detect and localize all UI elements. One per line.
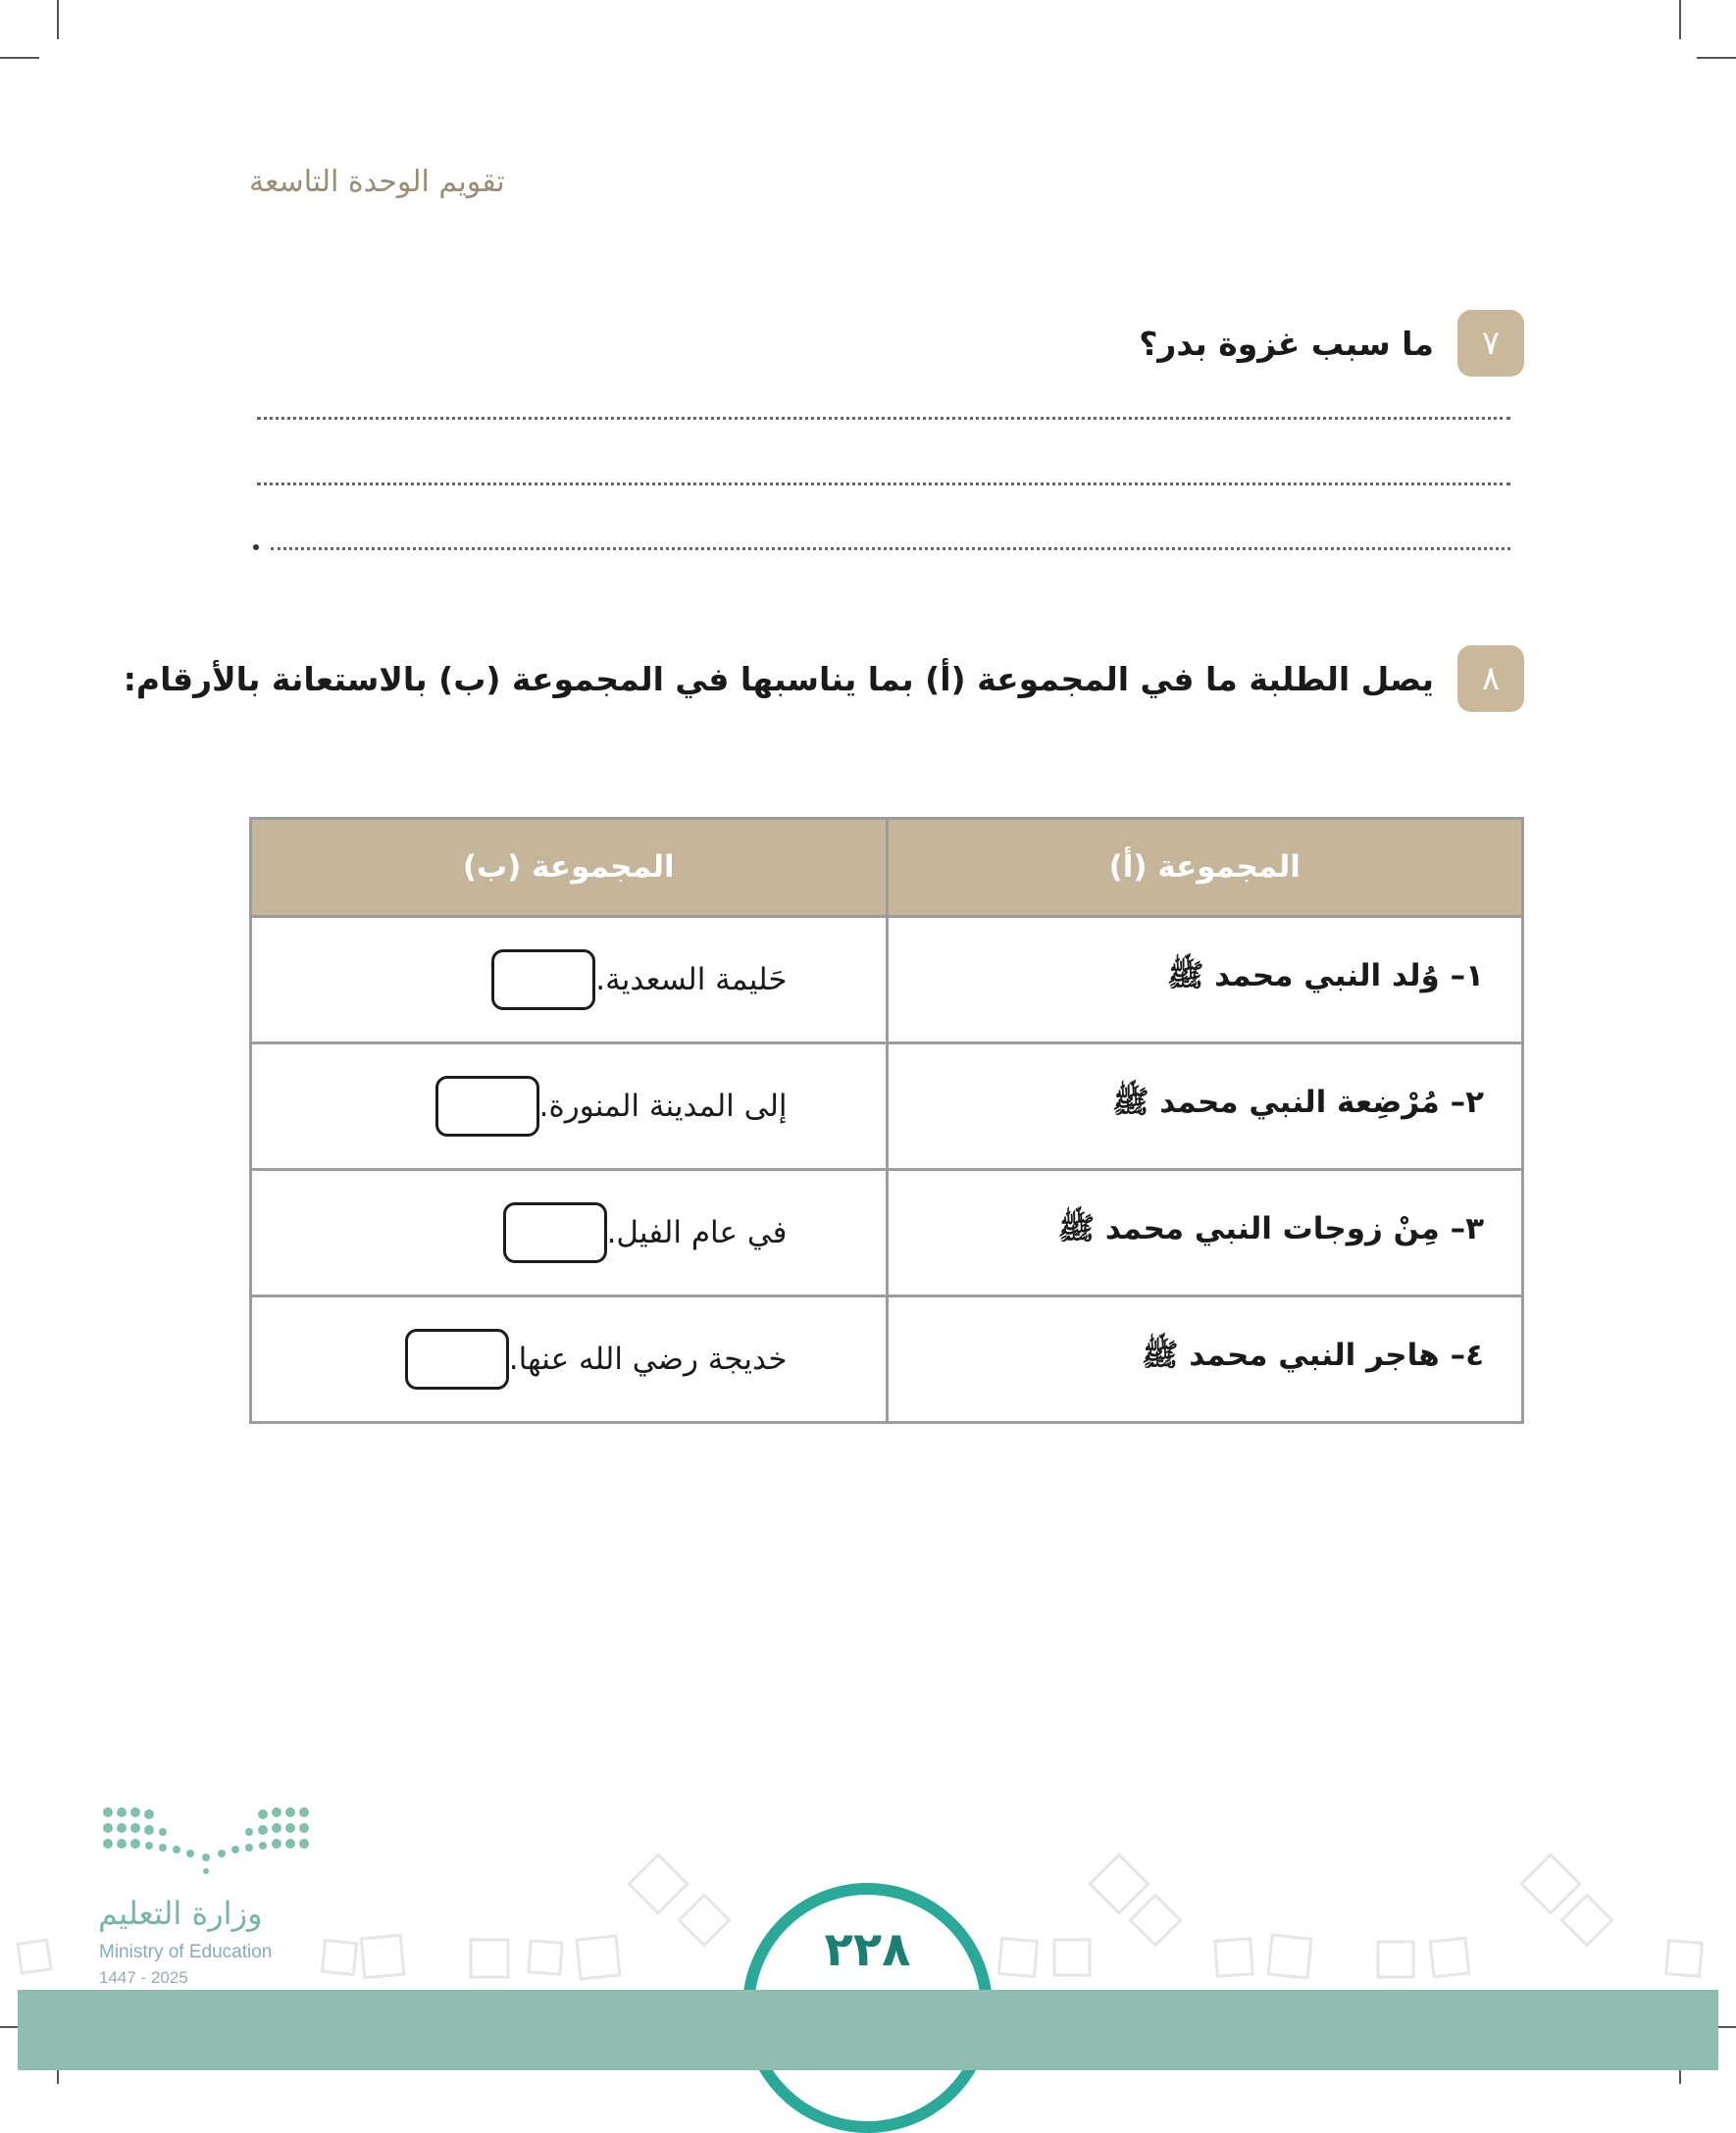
ministry-name-english: Ministry of Education	[99, 1942, 273, 1962]
table-row	[251, 916, 1523, 1042]
question-8	[123, 644, 1524, 713]
crop-mark	[1679, 0, 1681, 39]
crop-mark	[1697, 57, 1736, 59]
crop-mark	[0, 57, 39, 59]
question-7	[249, 309, 1524, 378]
question-number-badge: ٨	[1457, 645, 1524, 712]
group-a-item: ٤– هاجر النبي محمد ﷺ	[887, 1295, 1523, 1422]
group-a-item: ٣– مِنْ زوجات النبي محمد ﷺ	[887, 1169, 1523, 1295]
table-row	[251, 1295, 1523, 1422]
answer-box[interactable]	[503, 1202, 607, 1263]
question-text: يصل الطلبة ما في المجموعة (أ) بما يناسبها في المجموعة (ب) بالاستعانة بالأرقام:	[123, 659, 1434, 698]
ministry-name-arabic: وزارة التعليم	[98, 1895, 263, 1932]
answer-box[interactable]	[405, 1329, 509, 1390]
question-text: ما سبب غزوة بدر؟	[1139, 324, 1434, 363]
footer-band	[18, 1990, 1718, 2070]
answer-line[interactable]	[271, 547, 1510, 550]
table-row	[251, 1169, 1523, 1295]
group-b-item: إلى المدينة المنورة.	[538, 1088, 788, 1124]
group-a-item: ١– وُلد النبي محمد ﷺ	[887, 916, 1523, 1042]
group-b-cell	[251, 1169, 888, 1295]
crop-mark	[57, 0, 59, 39]
page-running-header: تقويم الوحدة التاسعة	[249, 165, 505, 199]
table-header-row	[251, 819, 1523, 917]
table-row	[251, 1042, 1523, 1169]
group-b-cell	[251, 916, 888, 1042]
answer-line[interactable]	[257, 482, 1510, 485]
group-a-item: ٢– مُرْضِعة النبي محمد ﷺ	[887, 1042, 1523, 1169]
answer-box[interactable]	[491, 949, 595, 1010]
answer-line[interactable]	[257, 417, 1510, 420]
header-group-a: المجموعة (أ)	[887, 819, 1523, 917]
group-b-item: في عام الفيل.	[606, 1214, 788, 1250]
group-b-item: حَليمة السعدية.	[595, 961, 788, 997]
answer-box[interactable]	[435, 1076, 539, 1137]
group-b-cell	[251, 1042, 888, 1169]
end-period	[253, 544, 259, 550]
page-number: ٢٢٨	[824, 1922, 911, 1977]
group-b-item: خديجة رضي الله عنها.	[508, 1341, 788, 1377]
group-b-cell	[251, 1295, 888, 1422]
question-number-badge: ٧	[1457, 310, 1524, 377]
ministry-year: 2025 - 1447	[99, 1968, 188, 1987]
ministry-logo-icon	[98, 1804, 314, 1883]
header-group-b: المجموعة (ب)	[251, 819, 888, 917]
matching-table	[249, 817, 1524, 1424]
